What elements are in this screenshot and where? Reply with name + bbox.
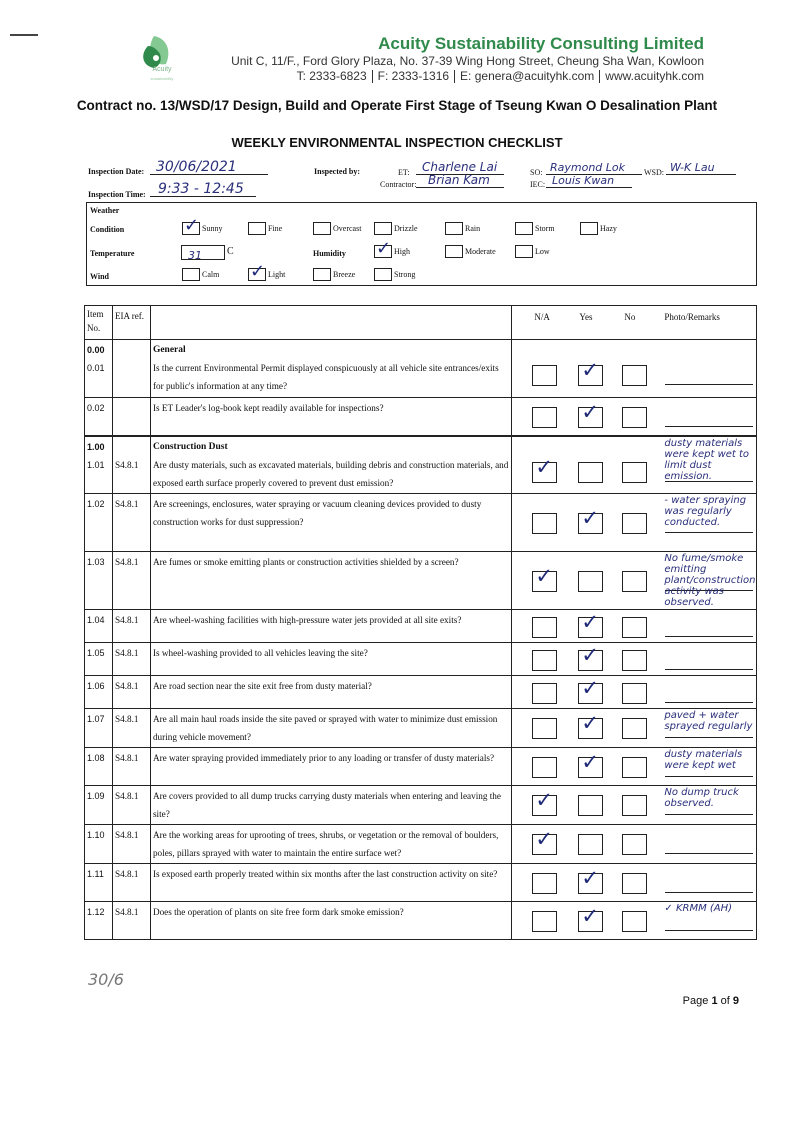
item-number: 1.12	[87, 907, 105, 917]
wind-label: Wind	[90, 272, 109, 281]
check-mark-icon: ✓	[184, 215, 200, 236]
checkbox-no[interactable]	[622, 513, 647, 534]
page-current: 1	[711, 995, 718, 1007]
weather-option-label: Calm	[202, 270, 220, 279]
question-text: Are the working areas for uprooting of trees, shrubs, or vegetation or the removal of boulders, poles, pillars sprayed with water to maintain the entire surface wet?	[152, 830, 499, 858]
question-cell	[150, 676, 511, 709]
temperature-label: Temperature	[90, 249, 135, 258]
question-text: Are road section near the site exit free from dusty material?	[152, 681, 372, 691]
question-cell	[150, 340, 511, 398]
question-text: Is exposed earth properly treated within six months after the last construction activity on site?	[152, 869, 498, 879]
company-email[interactable]: E: genera@acuityhk.com	[460, 69, 595, 83]
weather-checkbox-rain[interactable]	[445, 222, 463, 235]
weather-option-label: Breeze	[333, 270, 356, 279]
eia-ref: S4.8.1	[114, 869, 139, 879]
item-number: 0.01	[87, 363, 105, 373]
header-no: No	[624, 312, 636, 322]
checkbox-no[interactable]	[622, 911, 647, 932]
weather-option-label: Fine	[268, 224, 283, 233]
item-number: 1.02	[87, 499, 105, 509]
question-cell	[150, 864, 511, 902]
eia-ref: S4.8.1	[114, 648, 139, 658]
inspection-time-value: 9:33 - 12:45	[158, 181, 244, 197]
weather-checkbox-moderate[interactable]	[445, 245, 463, 258]
checkbox-yes[interactable]	[578, 358, 603, 386]
check-mark-icon: ✓	[376, 238, 392, 259]
company-fax: F: 2333-1316	[377, 69, 450, 83]
weather-option-label: Strong	[394, 270, 416, 279]
check-mark-icon: ✓	[535, 788, 554, 812]
check-mark-icon: ✓	[581, 750, 600, 774]
question-cell	[150, 825, 511, 864]
eia-ref: S4.8.1	[114, 499, 139, 509]
item-number: 1.08	[87, 753, 105, 763]
company-address: Unit C, 11/F., Ford Glory Plaza, No. 37-39 Wing Hong Street, Cheung Sha Wan, Kowloon	[231, 54, 704, 68]
remarks-line[interactable]	[665, 930, 753, 931]
checkbox-yes[interactable]	[578, 834, 603, 855]
eia-ref: S4.8.1	[114, 459, 139, 470]
wsd-label: WSD:	[644, 168, 664, 177]
table-row	[85, 825, 757, 864]
checkbox-na[interactable]	[532, 650, 557, 671]
table-header-row	[85, 306, 757, 340]
eia-ref: S4.8.1	[114, 791, 139, 801]
eia-ref-cell	[112, 610, 150, 643]
weather-checkbox-fine[interactable]	[248, 222, 266, 235]
answer-cell	[512, 494, 757, 552]
question-text: Are water spraying provided immediately prior to any loading or transfer of dusty materials?	[152, 753, 495, 763]
checkbox-na[interactable]	[532, 564, 557, 592]
weather-option-label: Moderate	[465, 247, 496, 256]
contractor-value: Brian Kam	[428, 173, 490, 187]
eia-ref-cell	[112, 643, 150, 676]
wsd-field[interactable]	[666, 158, 736, 175]
item-number: 1.07	[87, 714, 105, 724]
item-number: 1.01	[87, 459, 105, 470]
question-cell	[150, 786, 511, 825]
item-cell	[85, 610, 113, 643]
table-row	[85, 709, 757, 748]
remark-text: - water spraying was regularly conducted.	[664, 495, 747, 528]
divider	[372, 70, 373, 83]
checkbox-na[interactable]	[532, 513, 557, 534]
page-number	[683, 995, 739, 1007]
handwritten-date: 30/6	[88, 970, 124, 989]
table-row	[85, 864, 757, 902]
weather-option-label: Storm	[535, 224, 555, 233]
divider	[599, 70, 600, 83]
weather-checkbox-storm[interactable]	[515, 222, 533, 235]
iec-label: IEC:	[530, 180, 546, 189]
item-number: 1.03	[87, 557, 105, 567]
remarks-line[interactable]	[665, 853, 753, 854]
checkbox-no[interactable]	[622, 873, 647, 894]
item-cell	[85, 864, 113, 902]
remarks-line[interactable]	[665, 892, 753, 893]
weather-checkbox-strong[interactable]	[374, 268, 392, 281]
eia-ref: S4.8.1	[114, 557, 139, 567]
question-cell	[150, 436, 511, 494]
eia-ref-cell	[112, 494, 150, 552]
checkbox-no[interactable]	[622, 834, 647, 855]
question-cell	[150, 902, 511, 940]
remarks-line[interactable]	[665, 737, 753, 738]
inspected-by-label: Inspected by:	[314, 167, 361, 176]
checkbox-no[interactable]	[622, 757, 647, 778]
eia-ref-cell	[112, 398, 150, 436]
inspection-date-label: Inspection Date:	[88, 167, 145, 176]
remarks-line[interactable]	[665, 702, 753, 703]
answer-cell	[512, 436, 757, 494]
eia-ref: S4.8.1	[114, 615, 139, 625]
iec-value: Louis Kwan	[552, 174, 615, 187]
eia-ref-cell	[112, 436, 150, 494]
check-mark-icon: ✓	[581, 711, 600, 735]
wsd-value: W-K Lau	[670, 161, 715, 174]
answer-cell	[512, 709, 757, 748]
item-cell	[85, 709, 113, 748]
inspection-date-field[interactable]	[150, 158, 268, 175]
header-answers	[512, 306, 757, 340]
answer-cell	[512, 610, 757, 643]
checkbox-yes[interactable]	[578, 610, 603, 638]
answer-cell	[512, 340, 757, 398]
remarks-line[interactable]	[665, 669, 753, 670]
checkbox-na[interactable]	[532, 911, 557, 932]
remarks-line[interactable]	[665, 532, 753, 533]
remarks-line[interactable]	[665, 814, 753, 815]
inspection-date-value: 30/06/2021	[156, 159, 237, 175]
remark-text: ✓ KRMM (AH)	[664, 903, 733, 914]
checkbox-no[interactable]	[622, 795, 647, 816]
company-website[interactable]: www.acuityhk.com	[605, 69, 704, 83]
item-cell	[85, 398, 113, 436]
eia-ref-cell	[112, 552, 150, 610]
check-mark-icon: ✓	[581, 676, 600, 700]
inspection-time-field[interactable]	[150, 180, 256, 197]
header-question	[150, 306, 511, 340]
iec-field[interactable]	[546, 171, 632, 188]
item-number: 1.11	[87, 869, 104, 879]
weather-checkbox-drizzle[interactable]	[374, 222, 392, 235]
checkbox-yes[interactable]	[578, 711, 603, 739]
item-cell	[85, 494, 113, 552]
table-row	[85, 786, 757, 825]
check-mark-icon: ✓	[581, 866, 600, 890]
table-row	[85, 552, 757, 610]
section-title: General	[152, 345, 186, 355]
eia-ref: S4.8.1	[114, 714, 139, 724]
weather-checkbox-hazy[interactable]	[580, 222, 598, 235]
check-mark-icon: ✓	[581, 610, 600, 634]
weather-checkbox-light[interactable]	[248, 261, 266, 282]
question-text: Is the current Environmental Permit displayed conspicuously at all vehicle site entrances/exits for public's information at any time?	[152, 363, 499, 391]
checkbox-yes[interactable]	[578, 866, 603, 894]
section-title: Construction Dust	[152, 441, 228, 452]
weather-checkbox-sunny[interactable]	[182, 215, 200, 236]
check-mark-icon: ✓	[535, 454, 554, 479]
table-row	[85, 902, 757, 940]
answer-cell	[512, 864, 757, 902]
check-mark-icon: ✓	[535, 827, 554, 851]
checkbox-yes[interactable]	[578, 904, 603, 932]
answer-cell	[512, 676, 757, 709]
weather-option-label: Rain	[465, 224, 481, 233]
header-remarks: Photo/Remarks	[664, 312, 720, 322]
remarks-line[interactable]	[665, 776, 753, 777]
page-of: of	[720, 995, 730, 1007]
remark-text: No fume/smoke emitting plant/construction activity was observed.	[664, 553, 756, 608]
et-value: Charlene Lai	[422, 160, 498, 174]
checkbox-yes[interactable]	[578, 795, 603, 816]
question-cell	[150, 494, 511, 552]
item-cell	[85, 552, 113, 610]
form-title: WEEKLY ENVIRONMENTAL INSPECTION CHECKLIST	[231, 135, 563, 150]
answer-cell	[512, 786, 757, 825]
weather-option-label: Hazy	[600, 224, 617, 233]
eia-ref-cell	[112, 825, 150, 864]
checkbox-yes[interactable]	[578, 750, 603, 778]
checkbox-na[interactable]	[532, 683, 557, 704]
temperature-field[interactable]	[181, 245, 225, 260]
weather-option-label: Overcast	[333, 224, 362, 233]
weather-option-label: Sunny	[202, 224, 223, 233]
checkbox-no[interactable]	[622, 683, 647, 704]
checkbox-no[interactable]	[622, 617, 647, 638]
answer-cell	[512, 902, 757, 940]
eia-ref-cell	[112, 786, 150, 825]
contractor-label: Contractor:	[380, 180, 417, 189]
et-label: ET:	[398, 168, 410, 177]
eia-ref-cell	[112, 676, 150, 709]
item-cell	[85, 786, 113, 825]
eia-ref-cell	[112, 902, 150, 940]
checkbox-yes[interactable]	[578, 676, 603, 704]
question-text: Are screenings, enclosures, water spraying or vacuum cleaning devices provided to dusty construction works for dust suppression?	[152, 499, 482, 527]
weather-option-label: Drizzle	[394, 224, 418, 233]
company-name: Acuity Sustainability Consulting Limited	[378, 34, 704, 53]
table-row	[85, 610, 757, 643]
contract-title: Contract no. 13/WSD/17 Design, Build and Operate First Stage of Tseung Kwan O Desalination Plant	[76, 98, 718, 113]
checkbox-yes[interactable]	[578, 462, 603, 483]
weather-checkbox-low[interactable]	[515, 245, 533, 258]
remark-text: No dump truck observed.	[664, 787, 739, 809]
weather-checkbox-breeze[interactable]	[313, 268, 331, 281]
remark-text: dusty materials were kept wet to limit dust emission.	[664, 437, 750, 482]
logo-text: Acuity	[152, 66, 172, 73]
section-number: 0.00	[87, 345, 105, 355]
logo-subtext: sustainability	[150, 76, 174, 81]
item-number: 1.04	[87, 615, 105, 625]
answer-cell	[512, 748, 757, 786]
page-label: Page	[682, 995, 709, 1007]
eia-ref-cell	[112, 864, 150, 902]
item-cell	[85, 340, 113, 398]
so-label: SO:	[530, 168, 543, 177]
question-cell	[150, 610, 511, 643]
header-eia: EIA ref.	[112, 306, 150, 340]
checklist-table	[84, 305, 757, 940]
humidity-label: Humidity	[313, 249, 346, 258]
eia-ref: S4.8.1	[114, 753, 139, 763]
question-text: Is wheel-washing provided to all vehicles leaving the site?	[152, 648, 368, 658]
eia-ref: S4.8.1	[114, 830, 139, 840]
table-row	[85, 340, 757, 398]
remark-text: dusty materials were kept wet	[664, 749, 743, 771]
condition-label: Condition	[90, 225, 125, 234]
weather-checkbox-calm[interactable]	[182, 268, 200, 281]
check-mark-icon: ✓	[250, 261, 266, 282]
item-cell	[85, 676, 113, 709]
question-text: Does the operation of plants on site free form dark smoke emission?	[152, 907, 404, 917]
inspection-time-label: Inspection Time:	[88, 190, 146, 199]
checkbox-no[interactable]	[622, 718, 647, 739]
checkbox-no[interactable]	[622, 407, 647, 428]
company-phone: T: 2333-6823	[296, 69, 367, 83]
checkbox-na[interactable]	[532, 407, 557, 428]
checkbox-yes[interactable]	[578, 506, 603, 534]
checkbox-no[interactable]	[622, 462, 647, 483]
question-text: Are fumes or smoke emitting plants or construction activities shielded by a screen?	[152, 557, 459, 567]
question-text: Are covers provided to all dump trucks carrying dusty materials when entering and leaving the site?	[152, 791, 501, 819]
weather-checkbox-overcast[interactable]	[313, 222, 331, 235]
question-cell	[150, 398, 511, 436]
question-cell	[150, 748, 511, 786]
checkbox-na[interactable]	[532, 365, 557, 386]
table-row	[85, 398, 757, 436]
checkbox-yes[interactable]	[578, 400, 603, 428]
answer-cell	[512, 398, 757, 436]
weather-checkbox-high[interactable]	[374, 238, 392, 259]
header-na: N/A	[534, 312, 550, 322]
answer-cell	[512, 643, 757, 676]
question-text: Are all main haul roads inside the site paved or sprayed with water to minimize dust emission during vehicle movement?	[152, 714, 498, 742]
question-cell	[150, 643, 511, 676]
table-row	[85, 643, 757, 676]
section-number: 1.00	[87, 441, 105, 452]
checkbox-na[interactable]	[532, 873, 557, 894]
company-logo-icon	[132, 30, 192, 82]
page-total: 9	[732, 995, 739, 1007]
contractor-field[interactable]	[416, 171, 504, 188]
checkbox-yes[interactable]	[578, 643, 603, 671]
eia-ref: S4.8.1	[114, 907, 139, 917]
check-mark-icon: ✓	[581, 400, 600, 424]
table-row	[85, 494, 757, 552]
item-cell	[85, 748, 113, 786]
divider	[454, 70, 455, 83]
header-item: Item No.	[85, 306, 113, 340]
checkbox-na[interactable]	[532, 718, 557, 739]
remarks-line[interactable]	[665, 426, 753, 427]
header-yes: Yes	[579, 312, 593, 322]
question-cell	[150, 552, 511, 610]
checkbox-na[interactable]	[532, 788, 557, 816]
item-cell	[85, 643, 113, 676]
checkbox-na[interactable]	[532, 827, 557, 855]
checkbox-yes[interactable]	[578, 571, 603, 592]
checkbox-no[interactable]	[622, 650, 647, 671]
checkbox-na[interactable]	[532, 617, 557, 638]
table-row	[85, 748, 757, 786]
checkbox-na[interactable]	[532, 454, 557, 483]
question-text: Are wheel-washing facilities with high-pressure water jets provided at all site exits?	[152, 615, 462, 625]
item-cell	[85, 825, 113, 864]
remarks-line[interactable]	[665, 384, 753, 385]
eia-ref-cell	[112, 340, 150, 398]
item-number: 0.02	[87, 403, 105, 413]
temperature-value: 31	[188, 249, 202, 262]
checkbox-no[interactable]	[622, 365, 647, 386]
table-row	[85, 676, 757, 709]
question-text: Are dusty materials, such as excavated materials, building debris and construction materials, and exposed earth surface properly covered to prevent dust emission?	[152, 459, 509, 488]
item-number: 1.09	[87, 791, 105, 801]
check-mark-icon: ✓	[581, 643, 600, 667]
weather-option-label: Low	[535, 247, 550, 256]
eia-ref-cell	[112, 748, 150, 786]
weather-option-label: High	[394, 247, 410, 256]
remarks-line[interactable]	[665, 636, 753, 637]
check-mark-icon: ✓	[581, 506, 600, 530]
so-value: Raymond Lok	[550, 161, 626, 174]
weather-title: Weather	[90, 206, 120, 215]
check-mark-icon: ✓	[581, 904, 600, 928]
item-number: 1.05	[87, 648, 105, 658]
weather-option-label: Light	[268, 270, 286, 279]
question-text: Is ET Leader's log-book kept readily available for inspections?	[152, 403, 384, 413]
item-cell	[85, 436, 113, 494]
eia-ref-cell	[112, 709, 150, 748]
eia-ref: S4.8.1	[114, 681, 139, 691]
check-mark-icon: ✓	[581, 358, 600, 382]
item-number: 1.06	[87, 681, 105, 691]
remark-text: paved + water sprayed regularly	[664, 710, 753, 732]
checkbox-na[interactable]	[532, 757, 557, 778]
answer-cell	[512, 552, 757, 610]
scan-mark	[10, 34, 38, 36]
question-cell	[150, 709, 511, 748]
answer-cell	[512, 825, 757, 864]
item-cell	[85, 902, 113, 940]
table-row	[85, 436, 757, 494]
temperature-unit: C	[227, 246, 234, 257]
checkbox-no[interactable]	[622, 571, 647, 592]
company-contact	[297, 69, 704, 83]
item-number: 1.10	[87, 830, 105, 840]
check-mark-icon: ✓	[535, 564, 554, 588]
